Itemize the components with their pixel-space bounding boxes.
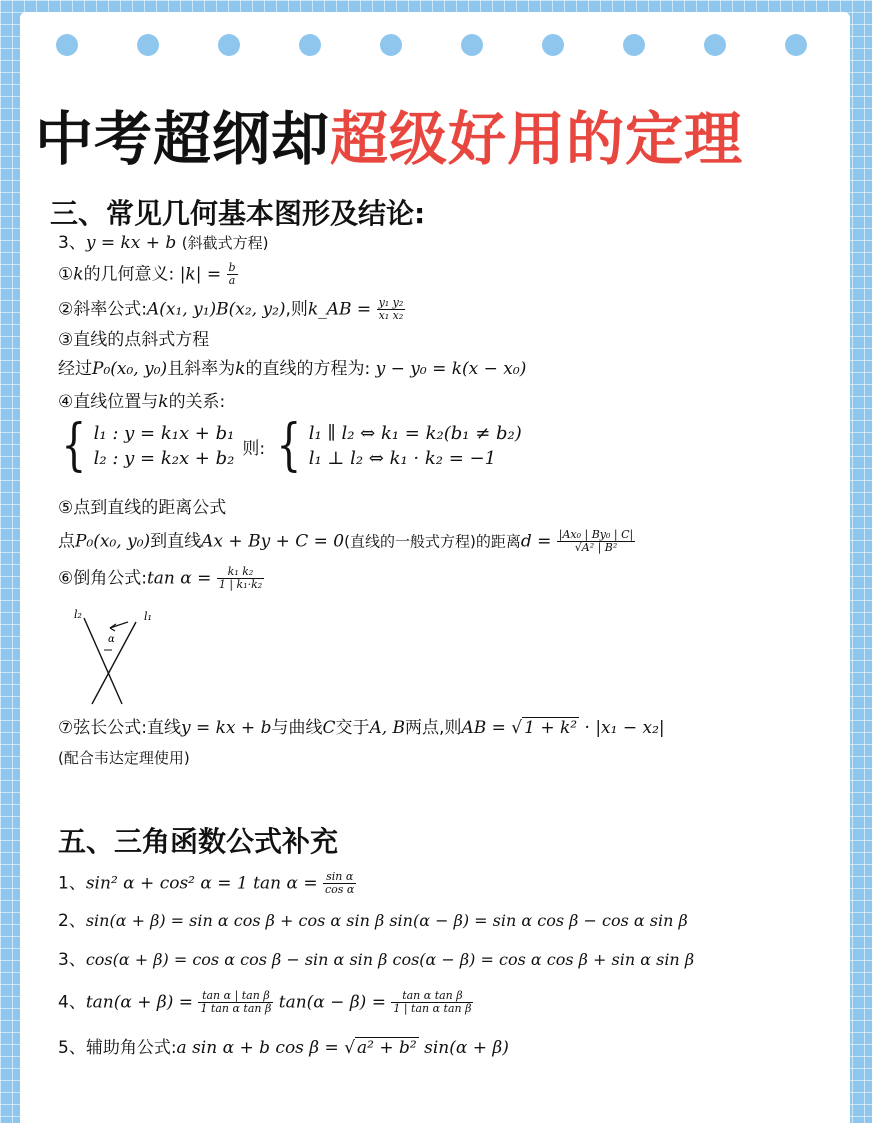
p7-line: [58, 717, 665, 739]
p3-k: k: [235, 359, 246, 379]
f4-formula-a: tan(α + β) =: [85, 992, 194, 1013]
p5-text-b: 到直线: [150, 531, 202, 552]
p6-prefix: ⑥倒角公式:: [58, 568, 147, 589]
f4-fraction-1: [198, 990, 273, 1015]
p1-k: k: [73, 264, 84, 285]
p1-line: [58, 262, 238, 287]
f3-line: [58, 949, 694, 971]
p2-numerator: y₁ y₂: [378, 296, 404, 309]
p7-note: (配合韦达定理使用): [58, 749, 190, 767]
p5-text-a: 点: [58, 531, 75, 552]
f3-formula: cos(α + β) = cos α cos β − sin α sin β cos(α − β) = cos α cos β + sin α sin β: [85, 950, 695, 969]
p5-text-c: (直线的一般式方程)的距离: [344, 532, 521, 551]
f4-formula-b: tan(α − β) =: [278, 992, 386, 1013]
p7-tail: · |x₁ − x₂|: [584, 718, 665, 738]
angle-arrow: [110, 622, 128, 628]
f4-denominator-1: 1 tan α tan β: [200, 1002, 272, 1015]
p7-line-eq: y = kx + b: [180, 718, 272, 738]
system-then: 则:: [242, 438, 266, 459]
binder-hole: [623, 34, 645, 56]
p5-heading: ⑤点到直线的距离公式: [58, 498, 227, 518]
title-red-part: 超级好用的定理: [330, 105, 744, 173]
p4-text-a: ④直线位置与: [58, 392, 159, 412]
sqrt-sign: √: [344, 1038, 356, 1058]
f2-prefix: 2、: [58, 911, 86, 931]
f5-sqrt-content: a² + b²: [357, 1038, 417, 1058]
f2-line: [58, 910, 688, 932]
f1-denominator: cos α: [325, 883, 355, 896]
f5-formula-b: sin(α + β): [424, 1038, 509, 1058]
p3-formula: y − y₀ = k(x − x₀): [375, 359, 527, 379]
angle-diagram: [68, 600, 168, 710]
p2-kab: k_AB =: [307, 299, 372, 320]
binder-hole: [380, 34, 402, 56]
p1-prefix: ①: [58, 264, 74, 285]
p7-text-b: 与曲线: [271, 718, 323, 738]
p6-numerator: k₁ k₂: [217, 566, 264, 579]
p4-text-b: 的关系:: [168, 392, 226, 412]
p5-line-eq: Ax + By + C = 0: [201, 531, 345, 552]
f4-line: [58, 990, 473, 1015]
item3-line: [58, 232, 268, 254]
f3-prefix: 3、: [58, 950, 86, 970]
p2-then: ,则: [285, 299, 308, 320]
f4-numerator-1: tan α | tan β: [198, 990, 273, 1003]
p7-points: A, B: [369, 718, 406, 738]
binder-hole: [137, 34, 159, 56]
p3-text-a: 经过: [58, 359, 92, 379]
left-brace: {: [61, 413, 87, 478]
binder-hole: [218, 34, 240, 56]
p2-prefix: ②斜率公式:: [58, 299, 147, 320]
p5-fraction: [557, 529, 636, 554]
f1-prefix: 1、: [58, 873, 86, 894]
f5-line: [58, 1037, 509, 1059]
p6-denominator: 1 | k₁·k₂: [218, 578, 263, 591]
system-right: [309, 423, 522, 469]
p6-line: [58, 566, 264, 591]
line-l2: [84, 618, 122, 704]
f1-formula: sin² α + cos² α = 1 tan α =: [85, 873, 318, 894]
f5-prefix: 5、辅助角公式:: [58, 1038, 177, 1058]
f1-line: [58, 871, 356, 896]
p5-numerator: |Ax₀ | By₀ | C|: [558, 528, 634, 541]
p5-d: d =: [520, 531, 552, 552]
right-brace: {: [276, 413, 302, 478]
item3-formula: y = kx + b: [85, 233, 177, 253]
f4-denominator-2: 1 | tan α tan β: [393, 1002, 472, 1015]
p7-text-d: 两点,则: [405, 718, 462, 738]
f4-fraction-2: [391, 990, 473, 1015]
p1-denominator: a: [228, 274, 236, 287]
p5-point: P₀(x₀, y₀): [75, 531, 151, 552]
p2-denominator: x₁ x₂: [378, 309, 404, 322]
p6-formula: tan α =: [146, 568, 212, 589]
p3-text-c: 的直线的方程为:: [245, 359, 371, 379]
label-l2: l₂: [74, 608, 82, 621]
p4-heading: [58, 391, 225, 413]
p5-denominator: √A² | B²: [574, 541, 618, 554]
binder-hole: [542, 34, 564, 56]
item3-prefix: 3、: [58, 233, 86, 253]
section5-heading: 五、三角函数公式补充: [58, 825, 339, 858]
binder-hole: [56, 34, 78, 56]
p2-fraction: [377, 297, 406, 322]
p1-numerator: b: [228, 261, 236, 274]
f1-fraction: [323, 871, 356, 896]
binder-hole: [785, 34, 807, 56]
p3-point: P₀(x₀, y₀): [92, 359, 168, 379]
sqrt-sign: √: [511, 718, 523, 738]
binder-hole: [704, 34, 726, 56]
system-left-row-1: l₁ : y = k₁x + b₁: [93, 423, 235, 444]
section3-heading: 三、常见几何基本图形及结论:: [50, 197, 426, 230]
system-right-row-2: l₁ ⊥ l₂ ⇔ k₁ · k₂ = −1: [308, 448, 497, 469]
system-right-row-1: l₁ ∥ l₂ ⇔ k₁ = k₂(b₁ ≠ b₂): [308, 423, 522, 444]
f1-numerator: sin α: [323, 871, 356, 884]
label-l1: l₁: [144, 610, 152, 623]
p7-curve-var: C: [322, 718, 336, 738]
system-left: [94, 423, 235, 469]
p1-text: 的几何意义:: [83, 264, 175, 285]
f4-numerator-2: tan α tan β: [391, 990, 473, 1003]
p4-k: k: [158, 392, 169, 412]
p2-formula: A(x₁, y₁)B(x₂, y₂): [146, 299, 286, 320]
system-left-row-2: l₂ : y = k₂x + b₂: [93, 448, 235, 469]
f2-formula: sin(α + β) = sin α cos β + cos α sin β sin(α − β) = sin α cos β − cos α sin β: [85, 911, 688, 930]
p7-ab: AB =: [461, 718, 506, 738]
p7-text-c: 交于: [335, 718, 370, 738]
p5-line: [58, 529, 635, 554]
label-alpha: α: [108, 634, 115, 645]
binder-hole: [461, 34, 483, 56]
page-title: [35, 92, 743, 176]
f4-prefix: 4、: [58, 992, 86, 1013]
f5-formula-a: a sin α + b cos β =: [176, 1038, 339, 1058]
binder-hole: [299, 34, 321, 56]
p1-fraction: [227, 262, 238, 287]
title-black-part: 中考超纲却: [35, 105, 331, 173]
p3-text-b: 且斜率为: [167, 359, 236, 379]
p3-line: [58, 358, 526, 380]
p3-heading: ③直线的点斜式方程: [58, 330, 210, 350]
p6-fraction: [217, 566, 264, 591]
p2-line: [58, 297, 405, 322]
p4-system: [56, 413, 522, 478]
item3-note: (斜截式方程): [181, 234, 269, 252]
p7-text-a: ⑦弦长公式:直线: [58, 718, 181, 738]
p1-formula: |k| =: [179, 264, 222, 285]
p7-sqrt-content: 1 + k²: [524, 718, 578, 738]
